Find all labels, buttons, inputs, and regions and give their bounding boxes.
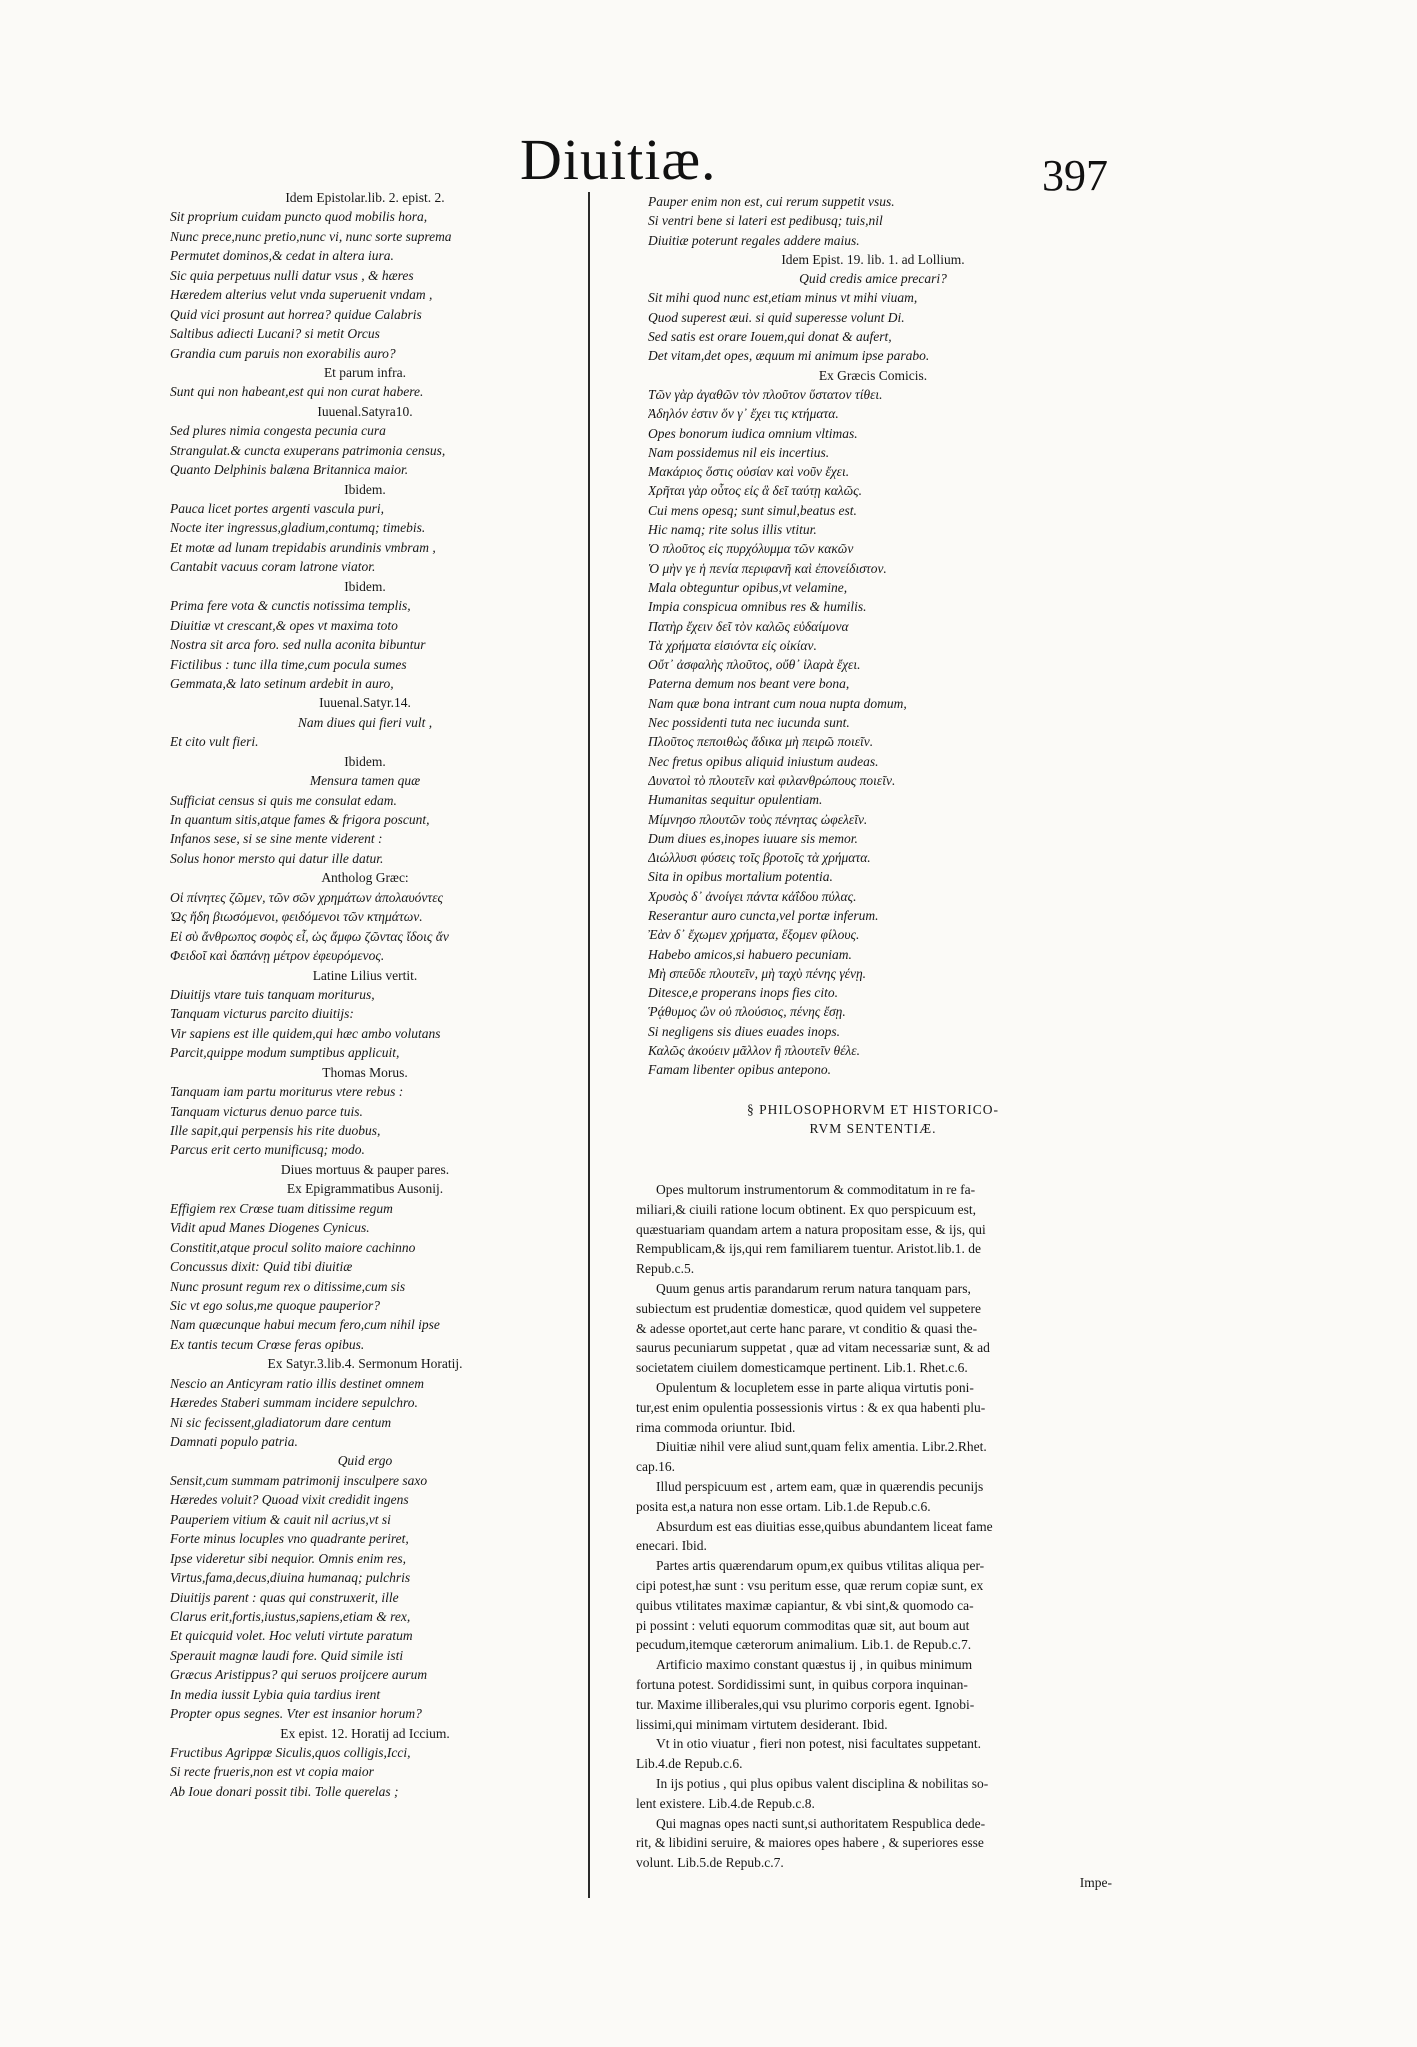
verse-line: Reserantur auro cuncta,vel portæ inferum. (648, 907, 879, 923)
verse-line: Impia conspicua omnibus res & humilis. (648, 599, 867, 615)
prose-line: societatem ciuilem domesticamque pertinent. Lib.1. Rhet.c.6. (636, 1360, 968, 1376)
prose-line: Quum genus artis parandarum rerum natura tanquam pars, (656, 1280, 971, 1296)
prose-line: Diuitiæ nihil vere aliud sunt,quam felix amentia. Libr.2.Rhet. (656, 1439, 987, 1455)
prose-line: Impe- (1079, 1874, 1112, 1890)
verse-line: Sita in opibus mortalium potentia. (648, 869, 833, 885)
prose-line: Opes multorum instrumentorum & commoditatum in re fa- (656, 1182, 976, 1197)
verse-line: Καλῶς ἀκούειν μᾶλλον ἢ πλουτεῖν θέλε. (648, 1043, 860, 1059)
verse-line: Nunc prosunt regum rex o ditissime,cum sis (170, 1278, 406, 1294)
verse-line: Ab Ioue donari possit tibi. Tolle querelas ; (170, 1783, 399, 1799)
verse-line: Ὁ πλοῦτος εἰς πυρχόλυμμα τῶν κακῶν (648, 541, 854, 557)
verse-line: Ditesce,e properans inops fies cito. (648, 985, 838, 1001)
verse-line: Famam libenter opibus antepono. (648, 1062, 831, 1078)
verse-line: Ibidem. (344, 578, 386, 594)
prose-line: rima commoda oriuntur. Ibid. (636, 1419, 796, 1435)
prose-line: quæstuariam quandam artem a natura propositam esse, & ijs, qui (636, 1221, 986, 1237)
verse-line: Quanto Delphinis balæna Britannica maior. (170, 462, 409, 478)
verse-line: Det vitam,det opes, æquum mi animum ipse parabo. (648, 348, 930, 364)
verse-line: Pauper enim non est, cui rerum suppetit vsus. (648, 194, 895, 209)
verse-line: Et parum infra. (323, 364, 407, 380)
verse-line: Ὁ μὴν γε ἡ πενία περιφανῆ καὶ ἐπονείδιστον. (648, 560, 887, 576)
page-number: 397 (1042, 151, 1108, 200)
verse-line: Οἱ πίνητες ζῶμεν, τῶν σῶν χρημάτων ἀπολαυόντες (170, 889, 444, 905)
prose-line: posita est,a natura non esse ortam. Lib.1.de Repub.c.6. (636, 1498, 931, 1514)
verse-line: Nescio an Anticyram ratio illis destinet omnem (170, 1375, 424, 1391)
prose-line: saurus pecuniarum suppetat , quæ ad vitam necessariæ sunt, & ad (636, 1340, 990, 1356)
verse-line: Idem Epistolar.lib. 2. epist. 2. (285, 190, 445, 205)
verse-line: Ibidem. (344, 753, 386, 769)
prose-line: lent existere. Lib.4.de Repub.c.8. (636, 1795, 815, 1811)
prose-line: tur. Maxime illiberales,qui vsu plurimo corporis egent. Ignobi- (636, 1696, 975, 1712)
verse-line: Ὡς ἤδη βιωσόμενοι, φειδόμενοι τῶν κτημάτων. (170, 909, 423, 925)
verse-line: Mala obteguntur opibus,vt velamine, (648, 579, 848, 595)
verse-line: Cui mens opesq; sunt simul,beatus est. (648, 502, 857, 518)
verse-line: Parcit,quippe modum sumptibus applicuit, (170, 1045, 400, 1061)
verse-line: Idem Epist. 19. lib. 1. ad Lollium. (781, 251, 965, 267)
verse-line: Nam diues qui fieri vult , (297, 714, 433, 730)
verse-line: Τῶν γὰρ ἀγαθῶν τὸν πλοῦτον ὕστατον τίθει. (648, 386, 883, 402)
verse-line: Nunc prece,nunc pretio,nunc vi, nunc sorte suprema (170, 228, 452, 244)
prose-line: rit, & libidini seruire, & maiores opes habere , & superiores esse (636, 1835, 984, 1851)
verse-line: Pauca licet portes argenti vascula puri, (170, 501, 384, 516)
verse-line: Vir sapiens est ille quidem,qui hæc ambo volutans (170, 1025, 441, 1041)
verse-line: Ni sic fecissent,gladiatorum dare centum (170, 1414, 392, 1430)
verse-line: Humanitas sequitur opulentiam. (648, 792, 823, 808)
verse-line: Iuuenal.Satyr.14. (319, 695, 411, 711)
verse-line: Sit mihi quod nunc est,etiam minus vt mihi viuam, (648, 290, 918, 306)
verse-line: Ipse videretur sibi nequior. Omnis enim res, (170, 1550, 406, 1566)
prose-line: quibus vtilitates maximæ capiantur, & vbi sint,& quomodo ca- (636, 1597, 974, 1613)
verse-line: Si negligens sis diues euades inops. (648, 1023, 840, 1039)
verse-line: Effigiem rex Crœse tuam ditissime regum (170, 1200, 393, 1216)
prose-line: Repub.c.5. (636, 1261, 695, 1277)
verse-line: Vidit apud Manes Diogenes Cynicus. (170, 1220, 370, 1236)
verse-line: Sunt qui non habeant,est qui non curat habere. (170, 384, 424, 400)
prose-line: In ijs potius , qui plus opibus valent disciplina & nobilitas so- (656, 1775, 989, 1791)
verse-line: Hæredes Staberi summam incidere sepulchro. (170, 1395, 418, 1411)
verse-line: Χρῆται γὰρ οὗτος εἰς ἃ δεῖ ταύτῃ καλῶς. (648, 483, 863, 499)
verse-line: Quod superest æui. si quid superesse volunt Di. (648, 309, 905, 325)
verse-line: Iuuenal.Satyra10. (317, 403, 413, 419)
verse-line: Solus honor mersto qui datur ille datur. (170, 850, 384, 866)
verse-line: Græcus Aristippus? qui seruos proijcere aurum (170, 1667, 428, 1683)
left-column (170, 188, 560, 1801)
prose-line: Artificio maximo constant quæstus ij , in quibus minimum (656, 1657, 973, 1673)
verse-line: Sed plures nimia congesta pecunia cura (170, 423, 386, 439)
verse-line: Ex epist. 12. Horatij ad Iccium. (280, 1725, 450, 1741)
verse-line: Mensura tamen quæ (309, 773, 421, 789)
prose-line: volunt. Lib.5.de Repub.c.7. (636, 1855, 784, 1871)
verse-line: Οὔτ᾽ ἀσφαλὴς πλοῦτος, οὔθ᾽ ἱλαρὰ ἔχει. (648, 657, 861, 673)
verse-line: Diuitijs vtare tuis tanquam moriturus, (170, 986, 375, 1002)
prose-line: cipi potest,hæ sunt : vsu peritum esse, quæ rerum copiæ sunt, ex (636, 1577, 984, 1593)
verse-line: Si recte frueris,non est vt copia maior (170, 1764, 374, 1780)
prose-line: enecari. Ibid. (636, 1538, 707, 1554)
verse-line: Forte minus locuples vno quadrante periret, (170, 1531, 409, 1547)
verse-line: Sensit,cum summam patrimonij insculpere saxo (170, 1472, 428, 1488)
prose-line: tur,est enim opulentia possessionis virtus : & ex qua habenti plu- (636, 1399, 986, 1415)
verse-line: Ἀδηλόν ἐστιν ὅν γ᾽ ἔχει τις κτήματα. (648, 406, 839, 422)
verse-line: Δυνατοὶ τὸ πλουτεῖν καὶ φιλανθρώπους ποιεῖν. (648, 772, 896, 788)
verse-line: Tanquam iam partu moriturus vtere rebus : (170, 1084, 404, 1100)
verse-line: Tanquam victurus denuo parce tuis. (170, 1103, 363, 1119)
prose-line: Lib.4.de Repub.c.6. (636, 1756, 743, 1772)
verse-line: Μακάριος ὅστις οὐσίαν καὶ νοῦν ἔχει. (648, 464, 850, 480)
verse-line: Fructibus Agrippæ Siculis,quos colligis,Icci, (170, 1745, 411, 1760)
verse-line: Μὴ σπεῦδε πλουτεῖν, μὴ ταχὺ πένης γένῃ. (648, 965, 867, 981)
verse-line: Τὰ χρήματα εἰσιόντα εἰς οἰκίαν. (648, 637, 817, 653)
verse-line: Parcus erit certo munificusq; modo. (170, 1142, 365, 1158)
verse-line: Nocte iter ingressus,gladium,contumq; timebis. (170, 520, 426, 536)
verse-line: Clarus erit,fortis,iustus,sapiens,etiam & rex, (170, 1608, 411, 1624)
verse-line: Πλοῦτος πεποιθὼς ἄδικα μὴ πειρῶ ποιεῖν. (648, 734, 874, 750)
prose-line: miliari,& ciuili ratione locum obtinent. Ex quo perspicuum est, (636, 1201, 977, 1217)
verse-line: Sed satis est orare Iouem,qui donat & aufert, (648, 329, 892, 345)
verse-line: Fictilibus : tunc illa time,cum pocula sumes (170, 656, 407, 672)
verse-line: Concussus dixit: Quid tibi diuitiæ (170, 1259, 353, 1275)
verse-line: Sit proprium cuidam puncto quod mobilis hora, (170, 209, 428, 225)
verse-line: Propter opus segnes. Vter est insanior horum? (170, 1706, 422, 1722)
prose-line: Absurdum est eas diuitias esse,quibus abundantem liceat fame (656, 1518, 993, 1534)
page-title: Diuitiæ. (520, 127, 717, 192)
prose-line: pi possint : veluti equorum commoditas quæ sit, aut boum aut (636, 1617, 970, 1633)
verse-line: Cantabit vacuus coram latrone viator. (170, 559, 376, 575)
verse-line: Nam possidemus nil eis incertius. (648, 444, 830, 460)
verse-line: Ex Satyr.3.lib.4. Sermonum Horatij. (267, 1356, 463, 1372)
verse-line: Quid vici prosunt aut horrea? quidue Calabris (170, 306, 422, 322)
verse-line: Φειδοῖ καὶ δαπάνῃ μέτρον ἐφευρόμενος. (170, 948, 385, 964)
verse-line: Hæredem alterius velut vnda superuenit vndam , (170, 287, 433, 303)
verse-line: Χρυσὸς δ᾽ ἀνοίγει πάντα κἀΐδου πύλας. (648, 888, 857, 904)
verse-line: Ille sapit,qui perpensis his rite duobus, (170, 1123, 381, 1138)
verse-line: Paterna demum nos beant vere bona, (648, 676, 850, 692)
verse-line: Ibidem. (344, 481, 386, 497)
verse-line: Permutet dominos,& cedat in altera iura. (170, 248, 394, 264)
verse-line: Saltibus adiecti Lucani? si metit Orcus (170, 326, 380, 342)
verse-line: Ex Græcis Comicis. (818, 367, 928, 383)
verse-line: Virtus,fama,decus,diuina humanaq; pulchris (170, 1570, 411, 1586)
prose-line: Opulentum & locupletem esse in parte aliqua virtutis poni- (656, 1379, 974, 1395)
verse-line: Grandia cum paruis non exorabilis auro? (170, 345, 396, 361)
verse-line: Dum diues es,inopes iuuare sis memor. (648, 830, 858, 846)
verse-line: Ex tantis tecum Crœse feras opibus. (170, 1336, 365, 1352)
section-heading-continued: RVM SENTENTIÆ. (809, 1120, 937, 1136)
verse-line: Si ventri bene si lateri est pedibusq; tuis,nil (648, 213, 883, 229)
verse-line: Hæredes voluit? Quoad vixit credidit ingens (170, 1492, 409, 1508)
verse-line: Nostra sit arca foro. sed nulla aconita bibuntur (170, 637, 426, 653)
verse-line: Et motæ ad lunam trepidabis arundinis vmbram , (170, 539, 436, 555)
prose-line: subiectum est prudentiæ domesticæ, quod quidem vel suppetere (636, 1300, 981, 1316)
prose-line: cap.16. (636, 1459, 675, 1475)
verse-line: Strangulat.& cuncta exuperans patrimonia census, (170, 442, 446, 458)
prose-line: & adesse oportet,aut certe hanc parare, vt conditio & quasi the- (636, 1320, 978, 1336)
right-column (648, 192, 1098, 1138)
verse-line: Gemmata,& lato setinum ardebit in auro, (170, 675, 394, 691)
prose-line: Partes artis quærendarum opum,ex quibus vtilitas aliqua per- (656, 1558, 985, 1574)
prose-line: Illud perspicuum est , artem eam, quæ in quærendis pecunijs (656, 1478, 984, 1494)
verse-line: Ἐὰν δ᾽ ἔχωμεν χρήματα, ἕξομεν φίλους. (648, 927, 860, 943)
verse-line: Latine Lilius vertit. (312, 967, 418, 983)
verse-line: Diuitiæ vt crescant,& opes vt maxima toto (170, 617, 398, 633)
prose-line: pecudum,itemque cæterorum animalium. Lib.1. de Repub.c.7. (636, 1637, 972, 1653)
prose-line: Vt in otio viuatur , fieri non potest, nisi facultates suppetant. (656, 1736, 982, 1752)
verse-line: Διώλλυσι φύσεις τοῖς βροτοῖς τὰ χρήματα. (648, 850, 871, 866)
verse-line: Ex Epigrammatibus Ausonij. (286, 1181, 444, 1197)
verse-line: Sperauit magnæ laudi fore. Quid simile isti (170, 1647, 404, 1663)
prose-line: fortuna potest. Sordidissimi sunt, in quibus corpora inquinan- (636, 1676, 968, 1692)
verse-line: Thomas Morus. (322, 1064, 408, 1080)
verse-line: Nec possidenti tuta nec iucunda sunt. (648, 715, 850, 731)
verse-line: Diues mortuus & pauper pares. (280, 1161, 450, 1177)
verse-line: Pauperiem vitium & cauit nil acrius,vt si (170, 1511, 391, 1527)
verse-line: Et cito vult fieri. (170, 734, 259, 750)
verse-line: Prima fere vota & cunctis notissima templis, (170, 598, 411, 614)
verse-line: Antholog Græc: (321, 870, 409, 886)
prose-line: Rempublicam,& ijs,qui rem familiarem tuentur. Aristot.lib.1. de (636, 1241, 981, 1257)
verse-line: Infanos sese, si se sine mente viderent : (170, 831, 383, 847)
verse-line: In media iussit Lybia quia tardius irent (170, 1686, 381, 1702)
verse-line: Damnati populo patria. (170, 1434, 298, 1449)
prose-line: lissimi,qui minimam virtutem desiderant. Ibid. (636, 1716, 888, 1732)
verse-line: Μίμνησο πλουτῶν τοὺς πένητας ὠφελεῖν. (648, 811, 868, 827)
verse-line: Εἰ σὺ ἄνθρωπος σοφὸς εἶ, ὡς ἄμφω ζῶντας ἴδοις ἄν (170, 928, 449, 944)
verse-line: Habebo amicos,si habuero pecuniam. (648, 946, 852, 962)
verse-line: Nec fretus opibus aliquid iniustum audeas. (648, 753, 879, 769)
verse-line: Tanquam victurus parcito diuitijs: (170, 1006, 354, 1022)
verse-line: Quid credis amice precari? (799, 271, 947, 287)
verse-line: Sic vt ego solus,me quoque pauperior? (170, 1297, 380, 1313)
verse-line: Diuitiæ poterunt regales addere maius. (648, 232, 860, 248)
verse-line: Sufficiat census si quis me consulat edam. (170, 792, 397, 808)
verse-line: Πατὴρ ἔχειν δεῖ τὸν καλῶς εὐδαίμονα (648, 618, 849, 634)
column-divider (588, 192, 590, 1898)
verse-line: Ῥᾴθυμος ὢν οὐ πλούσιος, πένης ἔσῃ. (648, 1004, 846, 1020)
verse-line: Diuitijs parent : quas qui construxerit, ille (170, 1589, 399, 1605)
prose-block (636, 1180, 1112, 1893)
verse-line: Et quicquid volet. Hoc veluti virtute paratum (170, 1628, 413, 1644)
verse-line: Opes bonorum iudica omnium vltimas. (648, 425, 858, 441)
prose-line: Qui magnas opes nacti sunt,si authoritatem Respublica dede- (656, 1815, 986, 1831)
verse-line: In quantum sitis,atque fames & frigora poscunt, (170, 812, 430, 827)
verse-line: Nam quæ bona intrant cum noua nupta domum, (648, 695, 907, 711)
verse-line: Constitit,atque procul solito maiore cachinno (170, 1239, 416, 1255)
section-heading: § PHILOSOPHORVM ET HISTORICO- (746, 1101, 1000, 1117)
verse-line: Quid ergo (337, 1453, 393, 1469)
verse-line: Hic namq; rite solus illis vtitur. (648, 522, 817, 538)
verse-line: Sic quia perpetuus nulli datur vsus , & hæres (170, 267, 414, 283)
verse-line: Nam quæcunque habui mecum fero,cum nihil ipse (170, 1317, 440, 1333)
